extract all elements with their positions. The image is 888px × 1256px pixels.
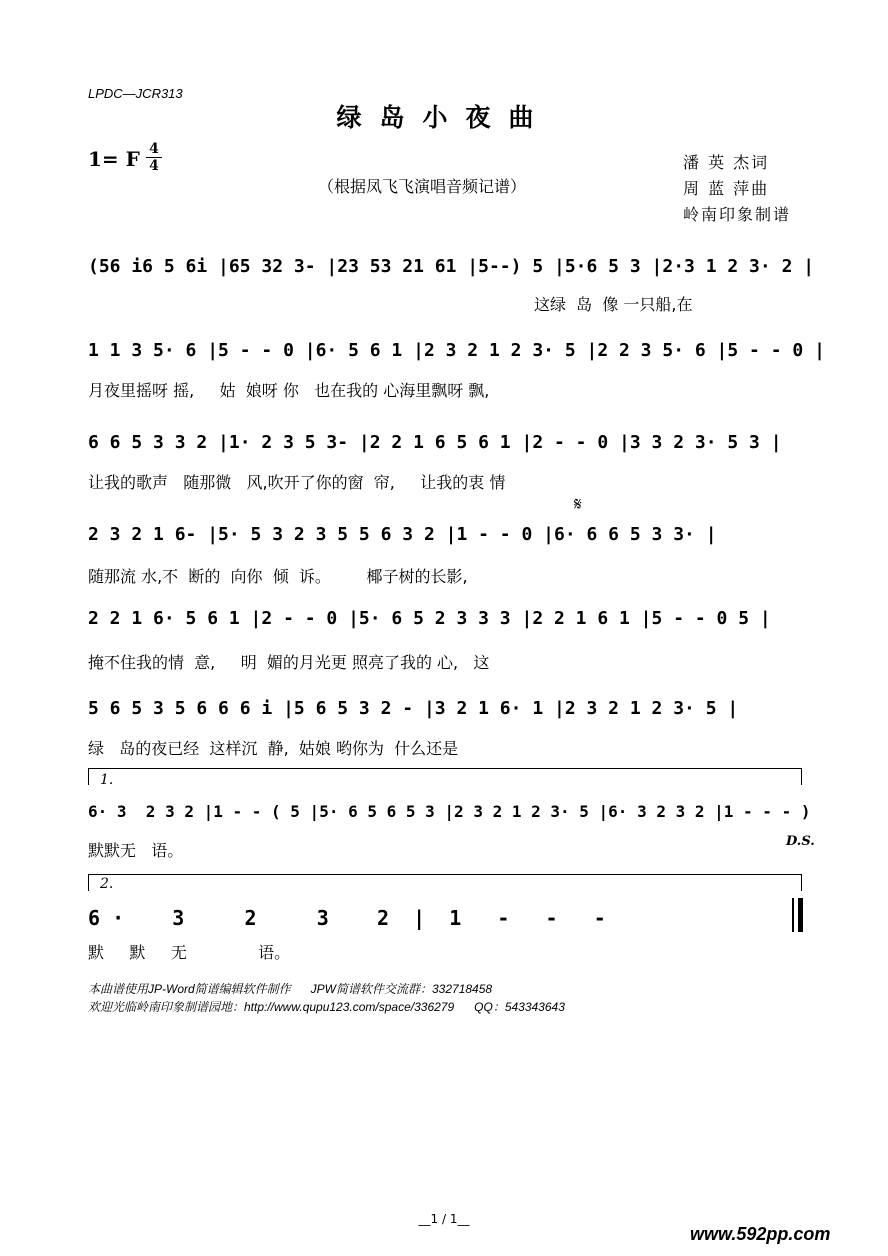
segno-mark: 𝄋	[574, 494, 582, 515]
time-signature	[146, 142, 162, 173]
dal-segno-mark: D.S.	[786, 834, 815, 849]
lyricist-credit: 潘 英 杰词	[683, 153, 770, 172]
second-ending-bracket	[88, 874, 802, 891]
final-barline	[798, 898, 803, 932]
first-ending-number: 1.	[100, 772, 114, 788]
notation-row-1: (56 i6 5 6i |65 32 3- |23 53 21 61 |5--) 5 |5·6 5 3 |2·3 1 2 3· 2 |	[88, 256, 815, 277]
notation-row-5: 2 2 1 6· 5 6 1 |2 - - 0 |5· 6 5 2 3 3 3 |2 2 1 6 1 |5 - - 0 5 |	[88, 608, 771, 629]
first-ending-bracket	[88, 768, 802, 785]
notation-row-6: 5 6 5 3 5 6 6 6 i |5 6 5 3 2 - |3 2 1 6· 1 |2 3 2 1 2 3· 5 |	[88, 698, 739, 719]
site-watermark: www.592pp.com	[690, 1224, 831, 1244]
notation-row-8: 6 · 3 2 3 2 | 1 - - -	[88, 906, 606, 930]
key-signature: 1= F	[88, 147, 140, 171]
notation-row-4: 2 3 2 1 6- |5· 5 3 2 3 5 5 6 3 2 |1 - - 0 |6· 6 6 5 3 3· |	[88, 524, 717, 545]
score-code: LPDC—JCR313	[88, 86, 183, 101]
notation-row-3: 6 6 5 3 3 2 |1· 2 3 5 3- |2 2 1 6 5 6 1 |2 - - 0 |3 3 2 3· 5 3 |	[88, 432, 782, 453]
notation-row-7: 6· 3 2 3 2 |1 - - ( 5 |5· 6 5 6 5 3 |2 3 2 1 2 3· 5 |6· 3 2 3 2 |1 - - - )	[88, 802, 811, 821]
lyrics-row-8: 默 默 无 语。	[88, 943, 291, 962]
lyrics-row-6: 绿 岛的夜已经 这样沉 静, 姑娘 哟你为 什么还是	[88, 739, 459, 758]
footer-line-2: 欢迎光临岭南印象制谱园地：http://www.qupu123.com/space/336279 QQ：543343643	[88, 1000, 565, 1014]
meter-bottom: 4	[149, 158, 159, 174]
lyrics-row-7: 默默无 语。	[88, 841, 184, 860]
song-title: 绿岛小夜曲	[336, 103, 552, 132]
subtitle: （根据凤飞飞演唱音频记谱）	[318, 177, 527, 196]
footer-line-1: 本曲谱使用JP-Word简谱编辑软件制作 JPW简谱软件交流群：332718458	[88, 982, 493, 996]
page-number: __1 / 1__	[418, 1212, 470, 1226]
final-thin-barline	[792, 898, 794, 932]
lyrics-row-4: 随那流 水,不 断的 向你 倾 诉。 椰子树的长影,	[88, 567, 468, 586]
lyrics-row-5: 掩不住我的情 意, 明 媚的月光更 照亮了我的 心, 这	[88, 653, 490, 672]
notation-row-2: 1 1 3 5· 6 |5 - - 0 |6· 5 6 1 |2 3 2 1 2 3· 5 |2 2 3 5· 6 |5 - - 0 |	[88, 340, 825, 361]
second-ending-number: 2.	[100, 876, 114, 892]
composer-credit: 周 蓝 萍曲	[683, 179, 770, 198]
lyrics-row-1: 这绿 岛 像 一只船,在	[534, 295, 693, 314]
lyrics-row-2: 月夜里摇呀 摇, 姑 娘呀 你 也在我的 心海里飘呀 飘,	[88, 381, 490, 400]
lyrics-row-3: 让我的歌声 随那微 风,吹开了你的窗 帘, 让我的衷 情	[88, 473, 506, 492]
meter-top: 4	[149, 141, 159, 157]
arranger-credit: 岭南印象制谱	[683, 205, 792, 224]
